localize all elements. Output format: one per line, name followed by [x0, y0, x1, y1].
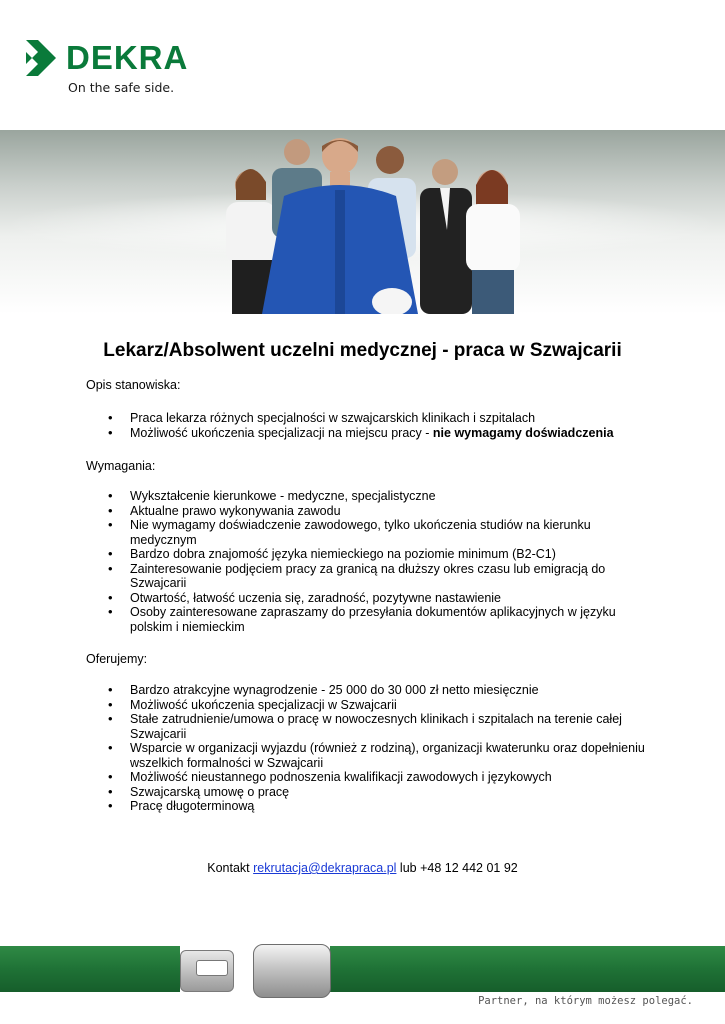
person-man-suit [420, 159, 472, 314]
contact-prefix: Kontakt [207, 861, 254, 875]
logo-wordmark: DEKRA [66, 39, 189, 76]
seatbelt-right-strap [330, 946, 725, 992]
footer-slogan: Partner, na którym możesz polegać. [478, 995, 693, 1007]
seatbelt-tongue-hole [196, 960, 228, 976]
list-item: • Osoby zainteresowane zapraszamy do przesyłania dokumentów aplikacyjnych w języku polskim i niemieckim [108, 605, 648, 634]
list-item: • Wykształcenie kierunkowe - medyczne, specjalistyczne [108, 489, 648, 504]
contact-email-link[interactable]: rekrutacja@dekrapraca.pl [253, 861, 397, 875]
person-woman-right [466, 170, 520, 314]
logo-tagline: On the safe side. [68, 80, 175, 95]
list-item: • Możliwość nieustannego podnoszenia kwalifikacji zawodowych i językowych [108, 770, 648, 785]
list-item: • Praca lekarza różnych specjalności w szwajcarskich klinikach i szpitalach [108, 411, 648, 426]
list-item: • Stałe zatrudnienie/umowa o pracę w nowoczesnych klinikach i szpitalach na terenie całej Szwajcarii [108, 712, 648, 741]
seatbelt-left-strap [0, 946, 180, 992]
list-item: • Bardzo atrakcyjne wynagrodzenie - 25 000 do 30 000 zł netto miesięcznie [108, 683, 648, 698]
list-item: • Bardzo dobra znajomość języka niemieckiego na poziomie minimum (B2-C1) [108, 547, 648, 562]
list-item: • Wsparcie w organizacji wyjazdu (również z rodziną), organizacji kwaterunku oraz dopełnieniu wszelkich formalności w Szwajcarii [108, 741, 648, 770]
list-item: • Możliwość ukończenia specjalizacji na miejscu pracy - nie wymagamy doświadczenia [108, 426, 648, 441]
section-label-wymagania: Wymagania: [86, 459, 156, 473]
list-opis [108, 411, 648, 440]
list-wymagania [108, 489, 648, 634]
list-item: • Aktualne prawo wykonywania zawodu [108, 504, 648, 519]
hero-people-illustration [0, 130, 725, 314]
list-item: • Nie wymagamy doświadczenie zawodowego, tylko ukończenia studiów na kierunku medycznym [108, 518, 648, 547]
list-item: • Zainteresowanie podjęciem pracy za granicą na dłuższy okres czasu lub emigracją do Szwajcarii [108, 562, 648, 591]
hero-image [0, 130, 725, 314]
contact-line [0, 861, 725, 875]
section-label-oferujemy: Oferujemy: [86, 652, 148, 666]
dekra-logo-mark-icon [24, 38, 58, 78]
list-item: • Szwajcarską umowę o pracę [108, 785, 648, 800]
list-item: • Możliwość ukończenia specjalizacji w Szwajcarii [108, 698, 648, 713]
list-oferujemy [108, 683, 648, 814]
bold-emphasis: nie wymagamy doświadczenia [432, 425, 614, 440]
dekra-logo [24, 38, 189, 98]
page-title: Lekarz/Absolwent uczelni medycznej - praca w Szwajcarii [103, 340, 622, 361]
list-item: • Otwartość, łatwość uczenia się, zaradność, pozytywne nastawienie [108, 591, 648, 606]
contact-phone: lub +48 12 442 01 92 [396, 861, 518, 875]
section-label-opis: Opis stanowiska: [86, 378, 181, 392]
seatbelt-buckle-icon [253, 944, 331, 998]
list-item: • Pracę długoterminową [108, 799, 648, 814]
